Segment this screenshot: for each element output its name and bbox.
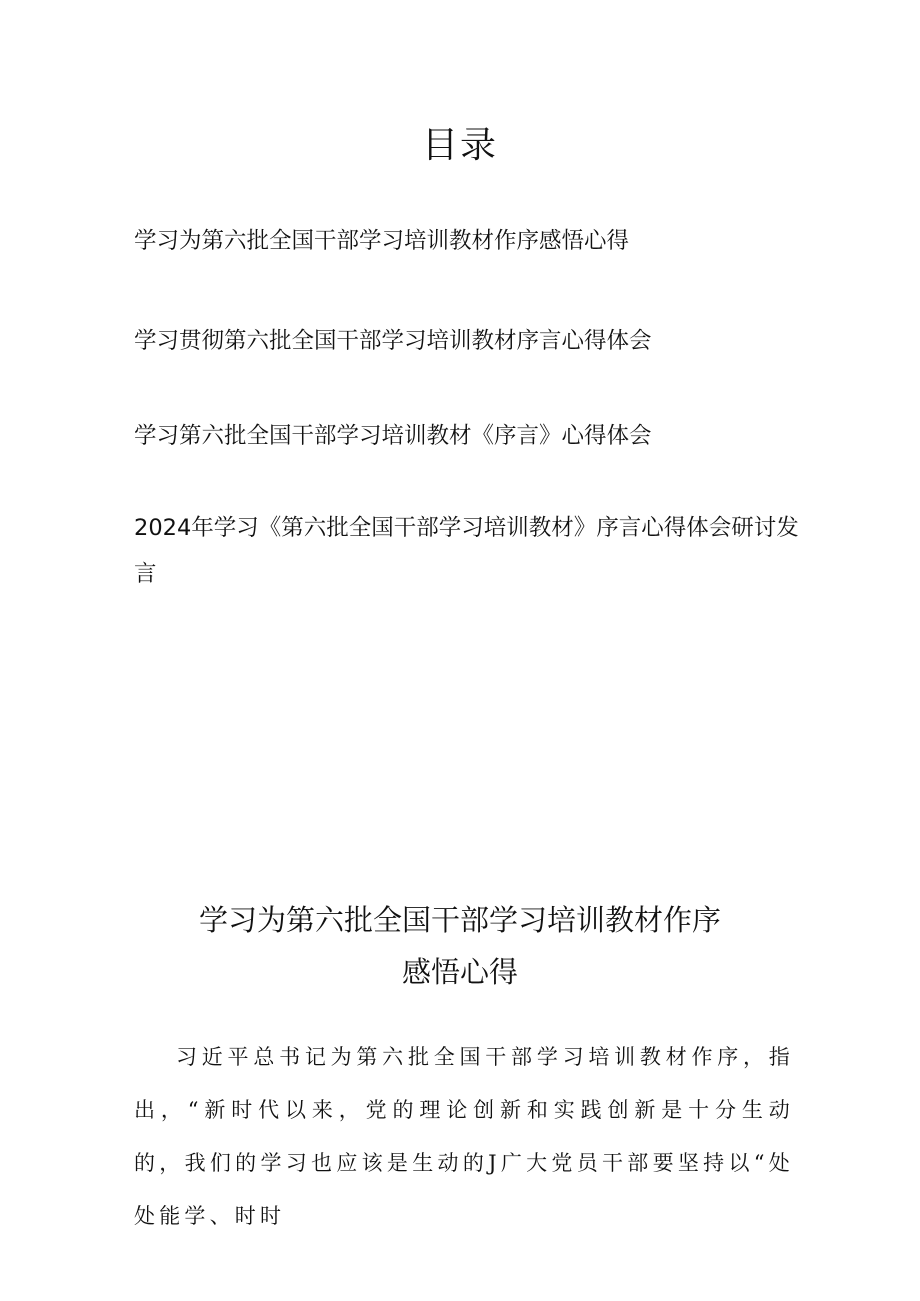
toc-item[interactable]: 学习为第六批全国干部学习培训教材作序感悟心得 <box>134 228 630 254</box>
article-body-paragraph: 习近平总书记为第六批全国干部学习培训教材作序，指出，“新时代以来，党的理论创新和实践创新是十分生动的，我们的学习也应该是生动的J广大党员干部要坚持以“处处能学、时时 <box>134 1045 794 1228</box>
toc-title: 目录 <box>421 125 498 166</box>
article-title <box>0 894 920 998</box>
article-title-line-1: 学习为第六批全国干部学习培训教材作序 <box>198 903 721 937</box>
toc-item[interactable]: 学习第六批全国干部学习培训教材《序言》心得体会 <box>134 423 652 449</box>
toc-item[interactable]: 学习贯彻第六批全国干部学习培训教材序言心得体会 <box>134 328 652 354</box>
toc-item[interactable]: 2024年学习《第六批全国干部学习培训教材》序言心得体会研讨发言 <box>134 515 799 587</box>
article-title-line-2: 感悟心得 <box>401 955 518 989</box>
